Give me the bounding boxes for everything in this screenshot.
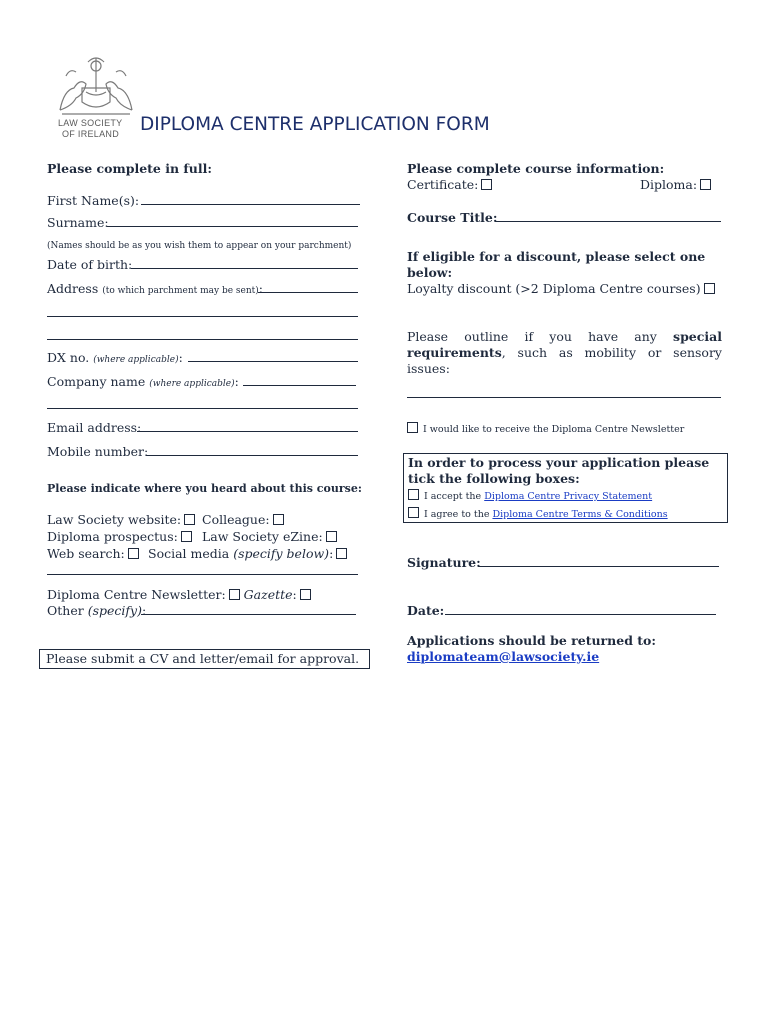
special-requirements-field[interactable]: [407, 397, 721, 398]
return-email-link[interactable]: diplomateam@lawsociety.ie: [407, 649, 600, 664]
mobile-field[interactable]: [146, 455, 358, 456]
opt-colleague: Colleague:: [202, 512, 284, 528]
ezine-checkbox[interactable]: [326, 531, 337, 542]
terms-link[interactable]: Diploma Centre Terms & Conditions: [492, 509, 668, 520]
return-heading: Applications should be returned to:: [407, 633, 657, 648]
process-heading: In order to process your application please tick the following boxes:: [408, 455, 710, 486]
company-field-1[interactable]: [243, 385, 356, 386]
address-field-3[interactable]: [47, 339, 358, 340]
loyalty-checkbox[interactable]: [704, 283, 715, 294]
newsletter-option: I would like to receive the Diploma Centre Newsletter: [407, 422, 684, 438]
law-society-logo: [52, 52, 140, 144]
certificate-option: Certificate:: [407, 177, 492, 193]
colleague-checkbox[interactable]: [273, 514, 284, 525]
websearch-checkbox[interactable]: [128, 548, 139, 559]
gazette-checkbox[interactable]: [300, 589, 311, 600]
diploma-option: Diploma:: [640, 177, 711, 193]
newsletter-checkbox[interactable]: [407, 422, 418, 433]
terms-checkbox[interactable]: [408, 507, 419, 518]
course-heading: Please complete course information:: [407, 161, 665, 176]
signature-field[interactable]: [478, 566, 719, 567]
address-label: Address (to which parchment may be sent):: [47, 281, 263, 296]
course-title-label: Course Title:: [407, 210, 498, 225]
email-field[interactable]: [137, 431, 358, 432]
mobile-label: Mobile number:: [47, 444, 149, 459]
specify-field[interactable]: [47, 574, 358, 575]
opt-other: Other (specify):: [47, 603, 147, 618]
cv-note-box: [39, 649, 370, 669]
page-title: DIPLOMA CENTRE APPLICATION FORM: [140, 114, 490, 135]
discount-heading: If eligible for a discount, please select one below:: [407, 249, 706, 280]
email-label: Email address:: [47, 420, 142, 435]
surname-field[interactable]: [107, 226, 358, 227]
complete-heading: Please complete in full:: [47, 161, 213, 176]
opt-websearch: Web search:: [47, 546, 139, 562]
social-checkbox[interactable]: [336, 548, 347, 559]
company-label: Company name (where applicable):: [47, 374, 239, 389]
diploma-checkbox[interactable]: [700, 179, 711, 190]
opt-ezine: Law Society eZine:: [202, 529, 337, 545]
opt-social: Social media (specify below):: [148, 546, 347, 562]
surname-label: Surname:: [47, 215, 109, 230]
dob-field[interactable]: [131, 268, 358, 269]
opt-website: Law Society website:: [47, 512, 195, 528]
prospectus-checkbox[interactable]: [181, 531, 192, 542]
certificate-checkbox[interactable]: [481, 179, 492, 190]
course-title-field[interactable]: [495, 221, 721, 222]
address-field-1[interactable]: [258, 292, 358, 293]
dx-field[interactable]: [188, 361, 358, 362]
address-field-2[interactable]: [47, 316, 358, 317]
privacy-option: I accept the Diploma Centre Privacy Statement: [408, 489, 652, 505]
dx-label: DX no. (where applicable):: [47, 350, 183, 365]
signature-label: Signature:: [407, 555, 481, 570]
crest-icon: [52, 52, 140, 118]
company-field-2[interactable]: [47, 408, 358, 409]
terms-option: I agree to the Diploma Centre Terms & Conditions: [408, 507, 668, 523]
consent-box: [403, 453, 728, 523]
privacy-checkbox[interactable]: [408, 489, 419, 500]
date-field[interactable]: [445, 614, 716, 615]
opt-newsletter: Diploma Centre Newsletter: Gazette:: [47, 587, 311, 603]
other-field[interactable]: [141, 614, 356, 615]
first-name-field[interactable]: [141, 204, 360, 205]
special-requirements-text: Please outline if you have any special requirements, such as mobility or sensory issues:: [407, 329, 722, 376]
opt-prospectus: Diploma prospectus:: [47, 529, 192, 545]
newsletter-source-checkbox[interactable]: [229, 589, 240, 600]
date-label: Date:: [407, 603, 445, 618]
privacy-link[interactable]: Diploma Centre Privacy Statement: [484, 491, 653, 502]
loyalty-option: Loyalty discount (>2 Diploma Centre courses): [407, 281, 715, 297]
logo-text: LAW SOCIETY OF IRELAND: [58, 118, 123, 139]
website-checkbox[interactable]: [184, 514, 195, 525]
cv-note: Please submit a CV and letter/email for approval.: [46, 651, 360, 666]
heard-heading: Please indicate where you heard about this course:: [47, 482, 362, 495]
first-name-label: First Name(s):: [47, 193, 140, 208]
names-note: (Names should be as you wish them to appear on your parchment): [47, 241, 352, 251]
dob-label: Date of birth:: [47, 257, 133, 272]
